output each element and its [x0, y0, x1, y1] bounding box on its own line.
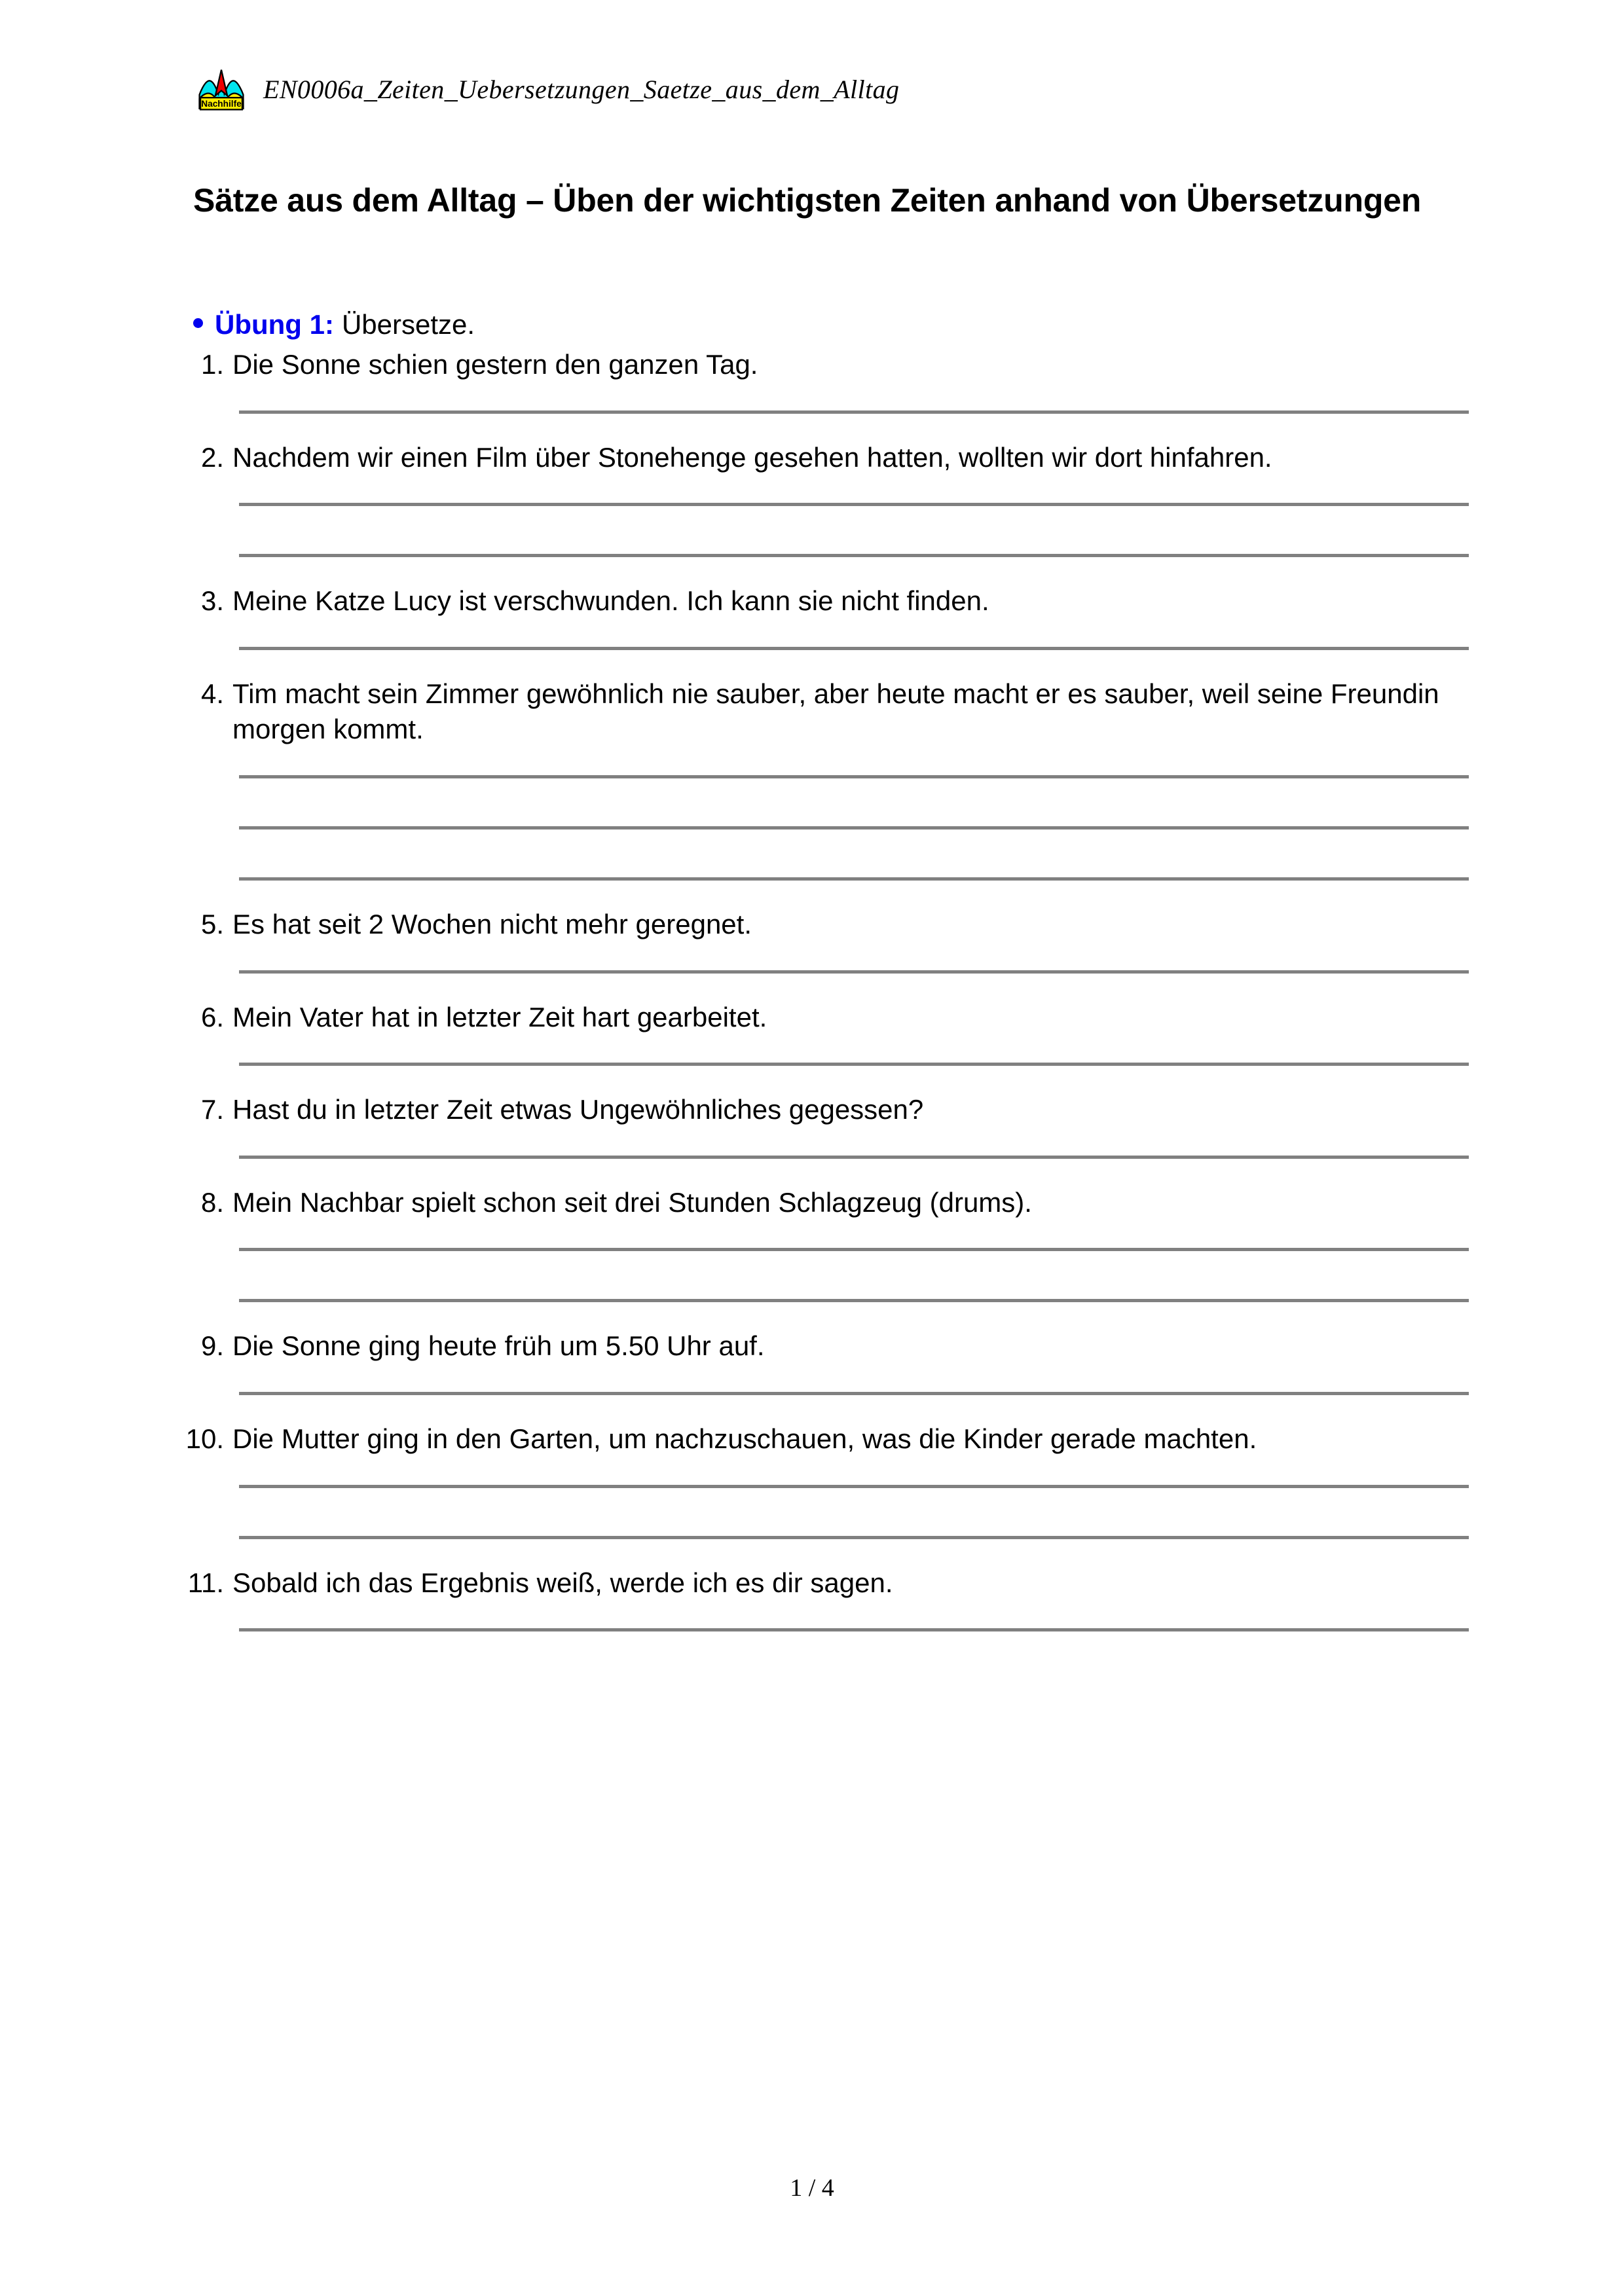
answer-lines-group[interactable]: [0, 1601, 1624, 1631]
question-row: [0, 1000, 1624, 1036]
answer-line[interactable]: [239, 1485, 1469, 1488]
question-item: [0, 1565, 1624, 1632]
question-number: 2.: [200, 441, 224, 473]
answer-lines-group[interactable]: [0, 1128, 1624, 1159]
answer-lines-group[interactable]: [0, 748, 1624, 881]
question-text: Tim macht sein Zimmer gewöhnlich nie sauber, aber heute macht er es sauber, weil seine Freundin morgen kommt.: [232, 678, 1439, 745]
answer-line[interactable]: [239, 1299, 1469, 1302]
question-text: Die Sonne ging heute früh um 5.50 Uhr auf.: [232, 1330, 765, 1362]
header-filename: EN0006a_Zeiten_Uebersetzungen_Saetze_aus_dem_Alltag: [263, 75, 900, 104]
question-number: 7.: [200, 1094, 224, 1125]
question-item: [0, 1000, 1624, 1066]
question-item: [0, 907, 1624, 974]
question-row: [0, 440, 1624, 476]
answer-line[interactable]: [239, 877, 1469, 881]
answer-line[interactable]: [239, 1063, 1469, 1066]
answer-lines-group[interactable]: [0, 383, 1624, 414]
exercise-heading: [193, 308, 1437, 342]
answer-line[interactable]: [239, 1156, 1469, 1159]
question-row: [0, 676, 1624, 748]
question-text: Die Mutter ging in den Garten, um nachzuschauen, was die Kinder gerade machten.: [232, 1423, 1257, 1454]
answer-line[interactable]: [239, 410, 1469, 414]
question-number: 4.: [200, 678, 224, 709]
question-row: [0, 1092, 1624, 1128]
question-text: Mein Vater hat in letzter Zeit hart gearbeitet.: [232, 1001, 767, 1032]
question-number: 1.: [200, 349, 224, 380]
question-item: [0, 1328, 1624, 1395]
answer-line[interactable]: [239, 775, 1469, 778]
answer-line[interactable]: [239, 1248, 1469, 1251]
question-item: [0, 1421, 1624, 1539]
question-row: [0, 907, 1624, 943]
answer-line[interactable]: [239, 1628, 1469, 1631]
question-number: 10.: [185, 1423, 224, 1454]
answer-lines-group[interactable]: [0, 943, 1624, 974]
question-item: [0, 347, 1624, 414]
question-text: Sobald ich das Ergebnis weiß, werde ich es dir sagen.: [232, 1567, 893, 1598]
question-row: [0, 1328, 1624, 1364]
question-row: [0, 1421, 1624, 1457]
question-row: [0, 583, 1624, 619]
answer-line[interactable]: [239, 647, 1469, 650]
question-number: 8.: [200, 1186, 224, 1218]
question-number: 6.: [200, 1001, 224, 1032]
question-text: Die Sonne schien gestern den ganzen Tag.: [232, 349, 758, 380]
question-row: [0, 1565, 1624, 1601]
page-header: [196, 60, 1441, 119]
answer-line[interactable]: [239, 970, 1469, 974]
answer-lines-group[interactable]: [0, 1457, 1624, 1539]
question-number: 5.: [200, 908, 224, 939]
question-text: Nachdem wir einen Film über Stonehenge gesehen hatten, wollten wir dort hinfahren.: [232, 441, 1272, 473]
question-text: Hast du in letzter Zeit etwas Ungewöhnliches gegessen?: [232, 1094, 924, 1125]
question-item: [0, 440, 1624, 558]
page-footer: 1 / 4: [790, 2174, 834, 2202]
question-number: 9.: [200, 1330, 224, 1362]
question-row: [0, 1185, 1624, 1221]
svg-text:Nachhilfe: Nachhilfe: [201, 98, 242, 109]
answer-line[interactable]: [239, 826, 1469, 829]
question-number: 11.: [187, 1567, 224, 1598]
answer-lines-group[interactable]: [0, 619, 1624, 650]
nachhilfe-mountain-logo-icon: [196, 65, 246, 115]
answer-lines-group[interactable]: [0, 475, 1624, 557]
question-item: [0, 1092, 1624, 1159]
answer-lines-group[interactable]: [0, 1035, 1624, 1066]
question-text: Es hat seit 2 Wochen nicht mehr geregnet.: [232, 908, 752, 939]
answer-lines-group[interactable]: [0, 1220, 1624, 1302]
answer-line[interactable]: [239, 554, 1469, 557]
page-title: Sätze aus dem Alltag – Üben der wichtigsten Zeiten anhand von Übersetzungen: [193, 182, 1422, 219]
question-text: Meine Katze Lucy ist verschwunden. Ich kann sie nicht finden.: [232, 585, 989, 617]
question-item: [0, 676, 1624, 881]
answer-lines-group[interactable]: [0, 1364, 1624, 1395]
exercise-label: Übung 1:: [215, 309, 334, 340]
answer-line[interactable]: [239, 1536, 1469, 1539]
question-list: [0, 347, 1624, 1658]
question-item: [0, 1185, 1624, 1303]
question-row: [0, 347, 1624, 383]
question-text: Mein Nachbar spielt schon seit drei Stunden Schlagzeug (drums).: [232, 1186, 1032, 1218]
question-item: [0, 583, 1624, 650]
answer-line[interactable]: [239, 503, 1469, 506]
question-number: 3.: [200, 585, 224, 617]
bullet-dot-icon: [193, 318, 203, 328]
exercise-instruction: Übersetze.: [341, 309, 475, 340]
answer-line[interactable]: [239, 1392, 1469, 1395]
